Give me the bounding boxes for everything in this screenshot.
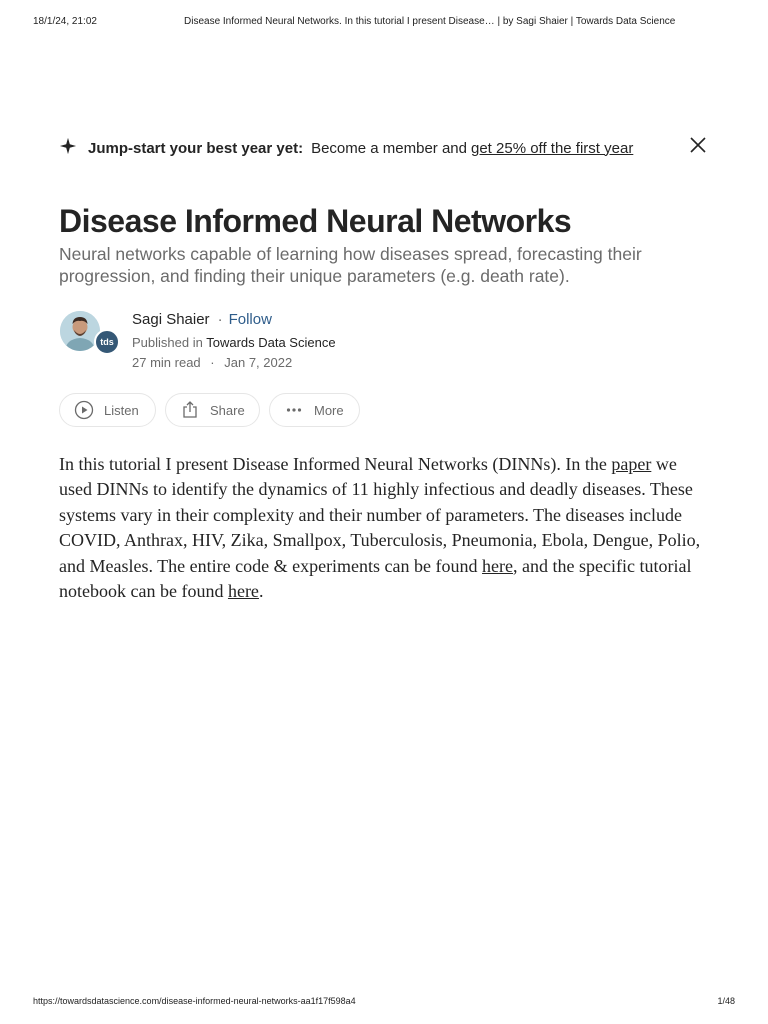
separator-dot: · bbox=[217, 311, 223, 328]
sparkle-icon bbox=[59, 137, 77, 155]
listen-button[interactable] bbox=[59, 393, 156, 427]
article-paragraph bbox=[59, 452, 709, 604]
paragraph-text: . bbox=[258, 581, 264, 602]
promo-offer-link[interactable]: get 25% off the first year bbox=[471, 139, 634, 157]
paragraph-text: , and the specific tutorial notebook can be found bbox=[59, 555, 692, 602]
code-link[interactable]: here bbox=[482, 555, 514, 576]
share-button[interactable] bbox=[165, 393, 260, 427]
read-time: 27 min read bbox=[132, 355, 201, 370]
print-page-number: 1/48 bbox=[717, 996, 735, 1006]
close-icon[interactable] bbox=[689, 136, 707, 154]
more-button[interactable] bbox=[269, 393, 360, 427]
share-icon bbox=[180, 400, 200, 420]
separator-dot: · bbox=[210, 355, 215, 370]
publication-link[interactable]: Towards Data Science bbox=[206, 335, 336, 350]
promo-text: Become a member and bbox=[311, 139, 467, 157]
publication-badge[interactable]: tds bbox=[94, 329, 120, 355]
play-icon bbox=[74, 400, 94, 420]
article-subtitle: Neural networks capable of learning how diseases spread, forecasting their progression, and finding their unique parameters (e.g. death rate). bbox=[59, 244, 642, 286]
article-title: Disease Informed Neural Networks bbox=[59, 203, 572, 239]
publish-date: Jan 7, 2022 bbox=[224, 355, 293, 370]
publication-line bbox=[132, 335, 336, 350]
promo-headline: Jump-start your best year yet: bbox=[88, 139, 304, 157]
paragraph-text: we used DINNs to identify the dynamics of 11 highly infectious and deadly diseases. These systems vary in their complexity and their number of parameters. The diseases include COVID, Anthrax, HIV, Zika, Smallpox, Tuberculosis, Pneumonia, Ebola, Dengue, Polio, and Measles. The entire code & experiments can be found bbox=[59, 454, 701, 576]
article-actions bbox=[59, 393, 360, 427]
author-name[interactable]: Sagi Shaier bbox=[132, 311, 210, 328]
follow-button[interactable]: Follow bbox=[228, 311, 272, 328]
share-label: Share bbox=[210, 402, 245, 418]
print-page-title: Disease Informed Neural Networks. In this tutorial I present Disease… | by Sagi Shaier | Towards Data Science bbox=[184, 16, 676, 27]
article-meta bbox=[132, 355, 292, 370]
print-url: https://towardsdatascience.com/disease-informed-neural-networks-aa1f17f598a4 bbox=[33, 996, 356, 1006]
more-dots-icon bbox=[284, 400, 304, 420]
author-avatar-group[interactable] bbox=[60, 311, 122, 355]
promo-banner bbox=[59, 136, 709, 160]
paragraph-text: In this tutorial I present Disease Informed Neural Networks (DINNs). In the bbox=[59, 454, 612, 474]
paper-link[interactable]: paper bbox=[611, 454, 652, 474]
more-label: More bbox=[314, 402, 344, 418]
author-line bbox=[132, 311, 272, 328]
listen-label: Listen bbox=[104, 402, 139, 418]
print-date: 18/1/24, 21:02 bbox=[33, 16, 97, 27]
published-in-label: Published in bbox=[132, 335, 203, 350]
notebook-link[interactable]: here bbox=[227, 581, 259, 602]
